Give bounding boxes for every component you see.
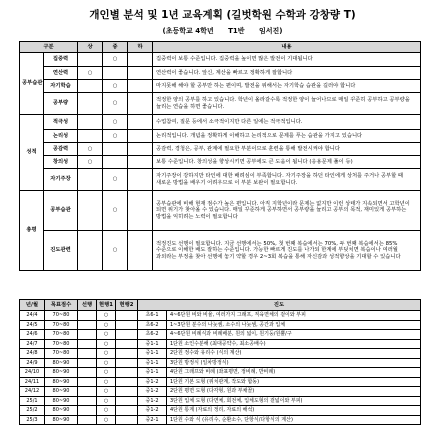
rating-high-cell: [78, 169, 103, 191]
prog-advance-cell: [78, 396, 97, 406]
prog-row: [20, 415, 421, 425]
prog-course: 중1-1: [138, 339, 167, 349]
prog-course: 초6-2: [138, 330, 167, 340]
prog-current2-cell: [116, 320, 138, 330]
eval-content: 적정한 양의 공부를 하고 있습니다. 학년이 올라갈수록 적정한 양이 늘어나므로 매일 꾸준히 공부하고 공부량을 늘리는 연습을 하면 좋습니다.: [153, 93, 421, 115]
eval-header-mid: 중: [103, 42, 128, 53]
eval-row: [20, 156, 421, 169]
prog-yearmonth: 24/12: [20, 387, 45, 397]
prog-target-score: 70~80: [45, 349, 78, 359]
eval-content: 공부습관에 비해 현재 점수가 높은 편입니다. 아직 지학년이라 문제는 없지만 이런 상태가 지속되면서 고학년이 되면 위기가 찾아올 수 있습니다. 매일 꾸준하게 공부하면서 공부량을 늘리고 공부의 목적, 재미있게 공부하는 방법을 익히려는 노력이 필요합니다: [153, 191, 421, 231]
prog-current2-cell: [116, 330, 138, 340]
progress-plan-table: [19, 299, 421, 425]
eval-content: 집중력이 보통 수준입니다. 집중력을 높이면 많은 발전이 기대됩니다: [153, 53, 421, 67]
prog-advance-cell: [78, 377, 97, 387]
prog-detail: 4~6단원 비와 비율, 여러가지 그래프, 직육면체의 겉이와 부피: [167, 311, 421, 321]
prog-course: 중1-2: [138, 387, 167, 397]
eval-content: 자기주장이 강하지만 타인에 대한 배려심이 부족합니다. 자기주장을 하던 타인에게 상처를 주거나 공부할 때 새로운 방법을 배우기 어려우므로 이 부분 보완이 필요합니다.: [153, 169, 421, 191]
eval-header-category: 구분: [20, 42, 78, 53]
rating-high-cell: [78, 93, 103, 115]
eval-item-label: 공감력: [44, 143, 78, 156]
prog-course: 중1-1: [138, 349, 167, 359]
rating-mid-cell: ○: [103, 169, 128, 191]
rating-low-cell: [128, 191, 153, 231]
prog-course: 중1-2: [138, 406, 167, 416]
prog-yearmonth: 25/1: [20, 396, 45, 406]
prog-yearmonth: 24/5: [20, 320, 45, 330]
eval-item-label: 적극성: [44, 115, 78, 130]
prog-current1-cell: ○: [97, 311, 116, 321]
eval-content: 연산력이 좋습니다. 앞신, 계산을 빠르고 정확하게 잘합니다: [153, 67, 421, 80]
prog-advance-cell: [78, 415, 97, 425]
eval-header-content: 내용: [153, 42, 421, 53]
rating-low-cell: [128, 115, 153, 130]
prog-current2-cell: [116, 339, 138, 349]
rating-high-cell: [78, 231, 103, 271]
prog-detail: 4~6단원 비례식과 비례배분, 원의 넓이, 원기둥/원뿔/구: [167, 330, 421, 340]
prog-advance-cell: [78, 349, 97, 359]
prog-target-score: 80~90: [45, 396, 78, 406]
eval-content: 수업참여, 질문 등에서 소극적이지만 다른 일에는 적극적입니다.: [153, 115, 421, 130]
prog-header-target: 목표점수: [45, 300, 78, 311]
prog-row: [20, 320, 421, 330]
eval-item-label: 진도관련: [44, 231, 78, 271]
rating-mid-cell: ○: [103, 93, 128, 115]
eval-header-low: 하: [128, 42, 153, 53]
prog-advance-cell: [78, 311, 97, 321]
prog-target-score: 80~90: [45, 358, 78, 368]
prog-row: [20, 358, 421, 368]
prog-detail: 3단원 입체 도형 (다면체, 회전체, 입체도형의 겉넓이와 부피): [167, 396, 421, 406]
prog-current2-cell: [116, 387, 138, 397]
prog-yearmonth: 24/4: [20, 311, 45, 321]
prog-header-current1: 현행1: [97, 300, 116, 311]
prog-current1-cell: ○: [97, 330, 116, 340]
prog-header-advance: 선행: [78, 300, 97, 311]
prog-advance-cell: [78, 330, 97, 340]
rating-mid-cell: [103, 143, 128, 156]
student-class: T1반: [228, 27, 245, 35]
eval-item-label: 연산력: [44, 67, 78, 80]
rating-mid-cell: ○: [103, 231, 128, 271]
rating-high-cell: [78, 115, 103, 130]
prog-detail: 4단원 통계 (자료의 정리, 자료의 해석): [167, 406, 421, 416]
evaluation-table: [19, 41, 421, 271]
prog-course: 중1-1: [138, 358, 167, 368]
rating-low-cell: [128, 53, 153, 67]
prog-row: [20, 330, 421, 340]
prog-current2-cell: [116, 311, 138, 321]
eval-content: 공감력, 경청은, 공부, 관계에 필요한 부분이므로 훈련을 통해 발전시켜야 합니다: [153, 143, 421, 156]
rating-mid-cell: ○: [103, 80, 128, 93]
prog-header-current2: 현행2: [116, 300, 138, 311]
prog-row: [20, 387, 421, 397]
rating-mid-cell: ○: [103, 130, 128, 143]
rating-high-cell: ○: [78, 156, 103, 169]
prog-yearmonth: 24/6: [20, 330, 45, 340]
prog-course: 중1-2: [138, 396, 167, 406]
rating-low-cell: [128, 143, 153, 156]
eval-group-label: 공부습관: [20, 53, 44, 115]
prog-yearmonth: 24/10: [20, 368, 45, 378]
eval-row: [20, 169, 421, 191]
eval-row: [20, 67, 421, 80]
rating-low-cell: [128, 156, 153, 169]
rating-low-cell: [128, 169, 153, 191]
eval-group-label: 총평: [20, 191, 44, 271]
prog-target-score: 70~80: [45, 311, 78, 321]
eval-item-label: 창의성: [44, 156, 78, 169]
eval-row: [20, 115, 421, 130]
eval-content: 보통 수준입니다. 창의성을 향상시키면 공부에도 큰 도움이 됩니다 (응용문제 풀이 등): [153, 156, 421, 169]
prog-advance-cell: [78, 358, 97, 368]
prog-target-score: 80~90: [45, 415, 78, 425]
page-title: 개인별 분석 및 1년 교육계획 (길벗학원 수학과 강창량 T): [89, 9, 356, 21]
prog-row: [20, 349, 421, 359]
eval-content: 마지못해 해야 할 공부만 하는 편이며, 발전을 위해서는 자기학습 습관을 길러야 합니다: [153, 80, 421, 93]
eval-item-label: 집중력: [44, 53, 78, 67]
prog-course: 중1-1: [138, 368, 167, 378]
prog-course: 초6-2: [138, 320, 167, 330]
prog-row: [20, 339, 421, 349]
prog-current1-cell: ○: [97, 415, 116, 425]
prog-target-score: 80~90: [45, 406, 78, 416]
eval-item-label: 공부량: [44, 93, 78, 115]
prog-current1-cell: ○: [97, 349, 116, 359]
prog-current1-cell: ○: [97, 339, 116, 349]
eval-row: [20, 231, 421, 271]
student-info: [0, 27, 445, 36]
prog-current1-cell: ○: [97, 377, 116, 387]
prog-detail: 1단원 소인수분해 (최대공약수, 최소공배수): [167, 339, 421, 349]
prog-course: 중1-2: [138, 377, 167, 387]
prog-current2-cell: [116, 368, 138, 378]
prog-yearmonth: 25/2: [20, 406, 45, 416]
rating-high-cell: ○: [78, 143, 103, 156]
prog-detail: 2단원 정수와 유리수 (식의 계산): [167, 349, 421, 359]
eval-row: [20, 80, 421, 93]
student-name: 임서진): [258, 27, 283, 35]
rating-mid-cell: ○: [103, 191, 128, 231]
rating-high-cell: [78, 130, 103, 143]
prog-header-yearmonth: 년/월: [20, 300, 45, 311]
eval-header-high: 상: [78, 42, 103, 53]
eval-row: [20, 53, 421, 67]
eval-group-label: 성적: [20, 115, 44, 191]
prog-target-score: 70~80: [45, 339, 78, 349]
rating-mid-cell: ○: [103, 53, 128, 67]
prog-detail: 4단원 그래프와 비례 (좌표평면, 정비례, 반비례): [167, 368, 421, 378]
prog-current1-cell: ○: [97, 396, 116, 406]
rating-mid-cell: [103, 156, 128, 169]
rating-high-cell: [78, 191, 103, 231]
eval-row: [20, 191, 421, 231]
prog-row: [20, 368, 421, 378]
prog-detail: 1단원 기본 도형 (위치관계, 작도와 합동): [167, 377, 421, 387]
prog-current2-cell: [116, 358, 138, 368]
eval-item-label: 논리성: [44, 130, 78, 143]
prog-header-progress: 진도: [138, 300, 421, 311]
prog-detail: 1단원 수와 식 (유리수, 순환소수, 단항식/다항식의 계산): [167, 415, 421, 425]
prog-target-score: 80~90: [45, 368, 78, 378]
prog-row: [20, 396, 421, 406]
prog-current1-cell: ○: [97, 320, 116, 330]
prog-advance-cell: [78, 339, 97, 349]
prog-row: [20, 311, 421, 321]
prog-target-score: 70~80: [45, 320, 78, 330]
rating-low-cell: [128, 67, 153, 80]
rating-high-cell: [78, 80, 103, 93]
prog-course: 초6-1: [138, 311, 167, 321]
rating-high-cell: ○: [78, 67, 103, 80]
prog-row: [20, 406, 421, 416]
prog-yearmonth: 24/8: [20, 349, 45, 359]
prog-current2-cell: [116, 377, 138, 387]
rating-high-cell: [78, 53, 103, 67]
prog-yearmonth: 24/7: [20, 339, 45, 349]
prog-course: 중2-1: [138, 415, 167, 425]
prog-target-score: 80~90: [45, 377, 78, 387]
prog-current2-cell: [116, 415, 138, 425]
prog-current1-cell: ○: [97, 358, 116, 368]
rating-low-cell: [128, 130, 153, 143]
prog-advance-cell: [78, 368, 97, 378]
prog-current2-cell: [116, 396, 138, 406]
eval-row: [20, 143, 421, 156]
rating-mid-cell: ○: [103, 115, 128, 130]
prog-detail: 3단원 방정식 (일차방정식): [167, 358, 421, 368]
prog-current1-cell: ○: [97, 368, 116, 378]
prog-detail: 1~3단원 분수의 나눗셈, 소수의 나눗셈, 공간과 입체: [167, 320, 421, 330]
eval-content: 적정진도 선행이 필요합니다. 지금 선행에서는 50%, 첫 번째 복습에서는 70%, 두 번째 복습에서는 85% 수준으로 이해한 배도 잘하는 수준입니다. 가능한 빠르게 진도를 나가되 한계에 부딪치면 복습이나 여러월 과외라는 부정을 찾아 선행에 놓기 약할 경우 2~3회 복습을 통해 자신감과 성적향상을 기대할 수 있습니다: [153, 231, 421, 271]
prog-current2-cell: [116, 406, 138, 416]
prog-current1-cell: ○: [97, 387, 116, 397]
eval-item-label: 자기주장: [44, 169, 78, 191]
rating-low-cell: [128, 93, 153, 115]
prog-advance-cell: [78, 387, 97, 397]
eval-row: [20, 130, 421, 143]
student-school: (초등학교 4학년: [162, 27, 214, 35]
eval-content: 논리적입니다. 개념을 정확하게 이해하고 논리적으로 문제를 푸는 습관을 가지고 있습니다: [153, 130, 421, 143]
eval-item-label: 공부습관: [44, 191, 78, 231]
eval-row: [20, 93, 421, 115]
rating-mid-cell: [103, 67, 128, 80]
prog-row: [20, 377, 421, 387]
prog-target-score: 80~90: [45, 387, 78, 397]
prog-yearmonth: 25/3: [20, 415, 45, 425]
rating-low-cell: [128, 231, 153, 271]
prog-yearmonth: 24/11: [20, 377, 45, 387]
rating-low-cell: [128, 80, 153, 93]
prog-current2-cell: [116, 349, 138, 359]
eval-item-label: 자기학습: [44, 80, 78, 93]
prog-target-score: 70~80: [45, 330, 78, 340]
prog-advance-cell: [78, 406, 97, 416]
prog-yearmonth: 24/9: [20, 358, 45, 368]
prog-current1-cell: ○: [97, 406, 116, 416]
prog-detail: 2단원 평면 도형 (다각형, 원과 부채꼴): [167, 387, 421, 397]
prog-advance-cell: [78, 320, 97, 330]
